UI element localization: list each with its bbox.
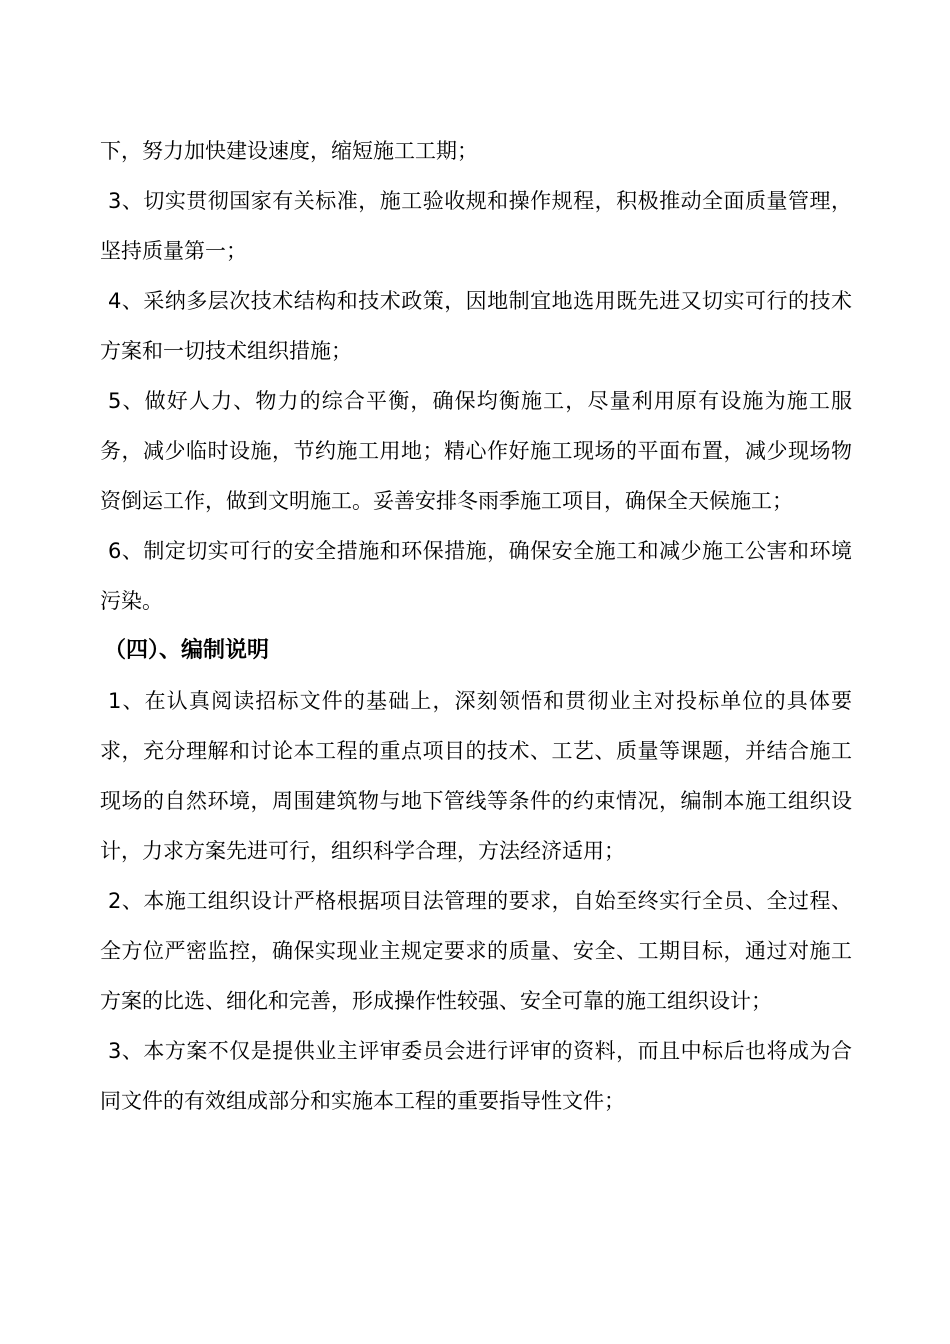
paragraph-item-4: 4、采纳多层次技术结构和技术政策，因地制宜地选用既先进又切实可行的技术方案和一切技术组织措施； [100, 289, 852, 363]
paragraph-item-6: 6、制定切实可行的安全措施和环保措施，确保安全施工和减少施工公害和环境污染。 [100, 539, 852, 613]
paragraph-continuation: 下，努力加快建设速度，缩短施工工期； [100, 139, 478, 163]
paragraph-explanation-3: 3、本方案不仅是提供业主评审委员会进行评审的资料，而且中标后也将成为合同文件的有效组成部分和实施本工程的重要指导性文件； [100, 1039, 852, 1113]
section-heading: （四）、编制说明 [104, 638, 270, 663]
paragraph-item-5: 5、做好人力、物力的综合平衡，确保均衡施工，尽量利用原有设施为施工服务，减少临时设施，节约施工用地；精心作好施工现场的平面布置，减少现场物资倒运工作，做到文明施工。妥善安排冬雨季施工项目，确保全天候施工； [100, 389, 852, 513]
paragraph-explanation-1: 1、在认真阅读招标文件的基础上，深刻领悟和贯彻业主对投标单位的具体要求，充分理解和讨论本工程的重点项目的技术、工艺、质量等课题，并结合施工现场的自然环境，周围建筑物与地下管线等条件的约束情况，编制本施工组织设计，力求方案先进可行，组织科学合理，方法经济适用； [100, 689, 852, 863]
document-body [100, 126, 852, 1126]
paragraph-item-3: 3、切实贯彻国家有关标准，施工验收规和操作规程，积极推动全面质量管理，坚持质量第一； [100, 189, 852, 263]
paragraph-explanation-2: 2、本施工组织设计严格根据项目法管理的要求，自始至终实行全员、全过程、全方位严密监控，确保实现业主规定要求的质量、安全、工期目标，通过对施工方案的比选、细化和完善，形成操作性较强、安全可靠的施工组织设计； [100, 889, 852, 1013]
